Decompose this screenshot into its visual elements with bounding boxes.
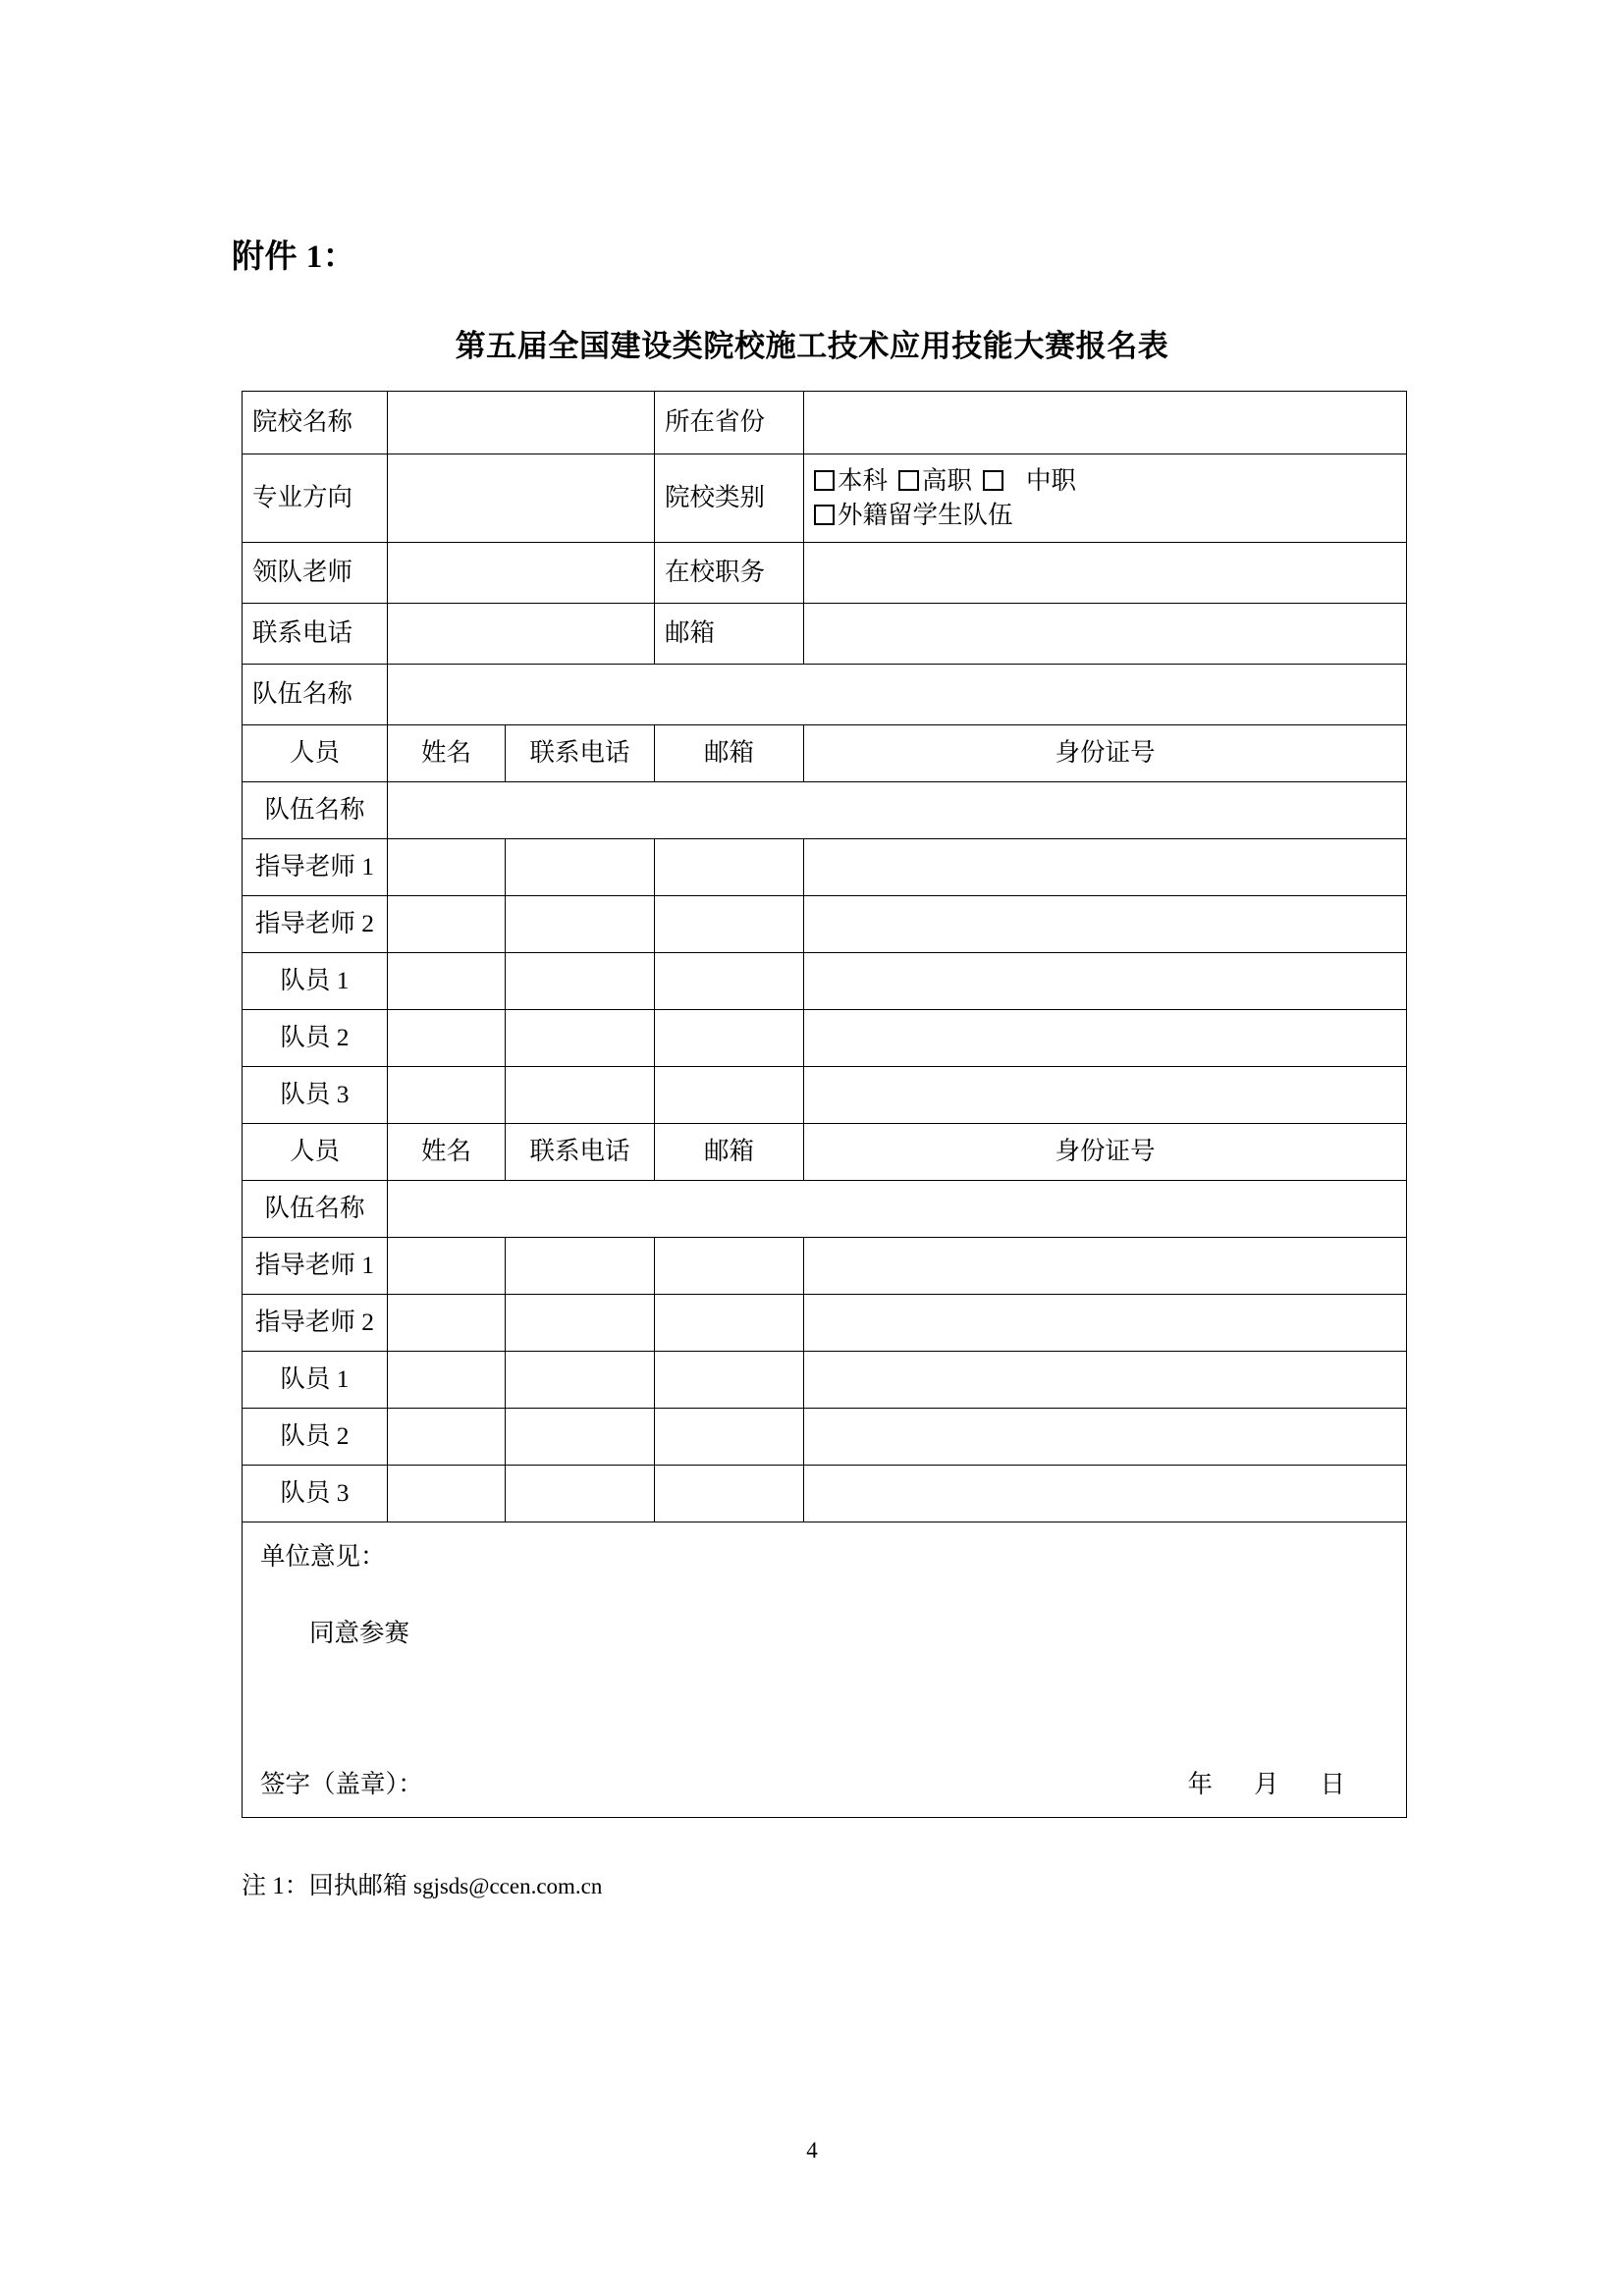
table-row-team-name-top [243,665,1407,725]
province-label: 所在省份 [655,392,804,454]
date-month-label: 月 [1253,1769,1279,1798]
member-header-name-2: 姓名 [388,1124,506,1181]
group2-phone-advisor2[interactable] [506,1295,655,1352]
group1-id-advisor2[interactable] [804,896,1407,953]
team-name-value[interactable] [388,665,1407,725]
group1-phone-member1[interactable] [506,953,655,1010]
group1-team-name-value[interactable] [388,782,1407,839]
group2-email-advisor1[interactable] [655,1238,804,1295]
group1-name-advisor2[interactable] [388,896,506,953]
school-position-label: 在校职务 [655,543,804,604]
table-row-group2-member1 [243,1352,1407,1409]
group2-email-member3[interactable] [655,1466,804,1522]
school-type-line-1 [814,464,1396,498]
member-header-email-2: 邮箱 [655,1124,804,1181]
group2-email-member2[interactable] [655,1409,804,1466]
member-header-phone-1: 联系电话 [506,725,655,782]
table-row-group1-advisor1 [243,839,1407,896]
group2-name-advisor2[interactable] [388,1295,506,1352]
checkbox-undergraduate[interactable] [814,470,835,491]
leader-teacher-label: 领队老师 [243,543,388,604]
member-header-id-1: 身份证号 [804,725,1407,782]
group2-role-advisor1: 指导老师 1 [243,1238,388,1295]
school-name-value[interactable] [388,392,655,454]
major-value[interactable] [388,454,655,543]
checkbox-label-undergraduate: 本科 [838,466,889,496]
page-title: 第五届全国建设类院校施工技术应用技能大赛报名表 [455,329,1169,363]
member-header-row-1 [243,725,1407,782]
group2-id-member1[interactable] [804,1352,1407,1409]
member-header-email-1: 邮箱 [655,725,804,782]
school-position-value[interactable] [804,543,1407,604]
group1-email-member1[interactable] [655,953,804,1010]
group1-role-member2: 队员 2 [243,1010,388,1067]
page-number: 4 [806,2138,818,2163]
group1-email-advisor2[interactable] [655,896,804,953]
group1-id-member1[interactable] [804,953,1407,1010]
major-label: 专业方向 [243,454,388,543]
school-type-options [804,454,1407,543]
group2-name-member2[interactable] [388,1409,506,1466]
group1-name-advisor1[interactable] [388,839,506,896]
table-row-group1-member1 [243,953,1407,1010]
group2-phone-member2[interactable] [506,1409,655,1466]
opinion-body[interactable]: 同意参赛 [309,1619,410,1647]
group1-name-member3[interactable] [388,1067,506,1124]
group2-email-member1[interactable] [655,1352,804,1409]
table-row-group2-advisor1 [243,1238,1407,1295]
group2-email-advisor2[interactable] [655,1295,804,1352]
checkbox-secondary-vocational[interactable] [983,470,1003,491]
checkbox-vocational-college[interactable] [898,470,919,491]
group1-email-member2[interactable] [655,1010,804,1067]
checkbox-label-vocational-college: 高职 [922,466,973,496]
phone-value[interactable] [388,604,655,665]
group2-team-name-label: 队伍名称 [243,1181,388,1238]
group1-name-member1[interactable] [388,953,506,1010]
group2-id-member2[interactable] [804,1409,1407,1466]
date-day-label: 日 [1320,1769,1345,1798]
table-row-phone [243,604,1407,665]
school-type-line-2 [814,499,1396,532]
group2-role-member1: 队员 1 [243,1352,388,1409]
group2-phone-member3[interactable] [506,1466,655,1522]
group1-role-member3: 队员 3 [243,1067,388,1124]
province-value[interactable] [804,392,1407,454]
group2-id-advisor1[interactable] [804,1238,1407,1295]
group1-id-member2[interactable] [804,1010,1407,1067]
group2-name-member3[interactable] [388,1466,506,1522]
member-header-person-1: 人员 [243,725,388,782]
registration-form [242,391,1406,1818]
group1-role-member1: 队员 1 [243,953,388,1010]
team-name-label: 队伍名称 [243,665,388,725]
group2-phone-advisor1[interactable] [506,1238,655,1295]
group1-id-member3[interactable] [804,1067,1407,1124]
table-row-group2-team-name [243,1181,1407,1238]
table-row-major [243,454,1407,543]
email-value[interactable] [804,604,1407,665]
member-header-id-2: 身份证号 [804,1124,1407,1181]
group2-role-advisor2: 指导老师 2 [243,1295,388,1352]
group1-role-advisor2: 指导老师 2 [243,896,388,953]
signature-label[interactable]: 签字（盖章）： [260,1769,423,1798]
registration-table [242,391,1407,1818]
group2-role-member2: 队员 2 [243,1409,388,1466]
school-name-label: 院校名称 [243,392,388,454]
opinion-title: 单位意见： [260,1542,386,1571]
group1-name-member2[interactable] [388,1010,506,1067]
group1-email-advisor1[interactable] [655,839,804,896]
group1-phone-advisor2[interactable] [506,896,655,953]
group2-name-advisor1[interactable] [388,1238,506,1295]
group1-id-advisor1[interactable] [804,839,1407,896]
footnote-email: sgjsds@ccen.com.cn [413,1874,603,1898]
member-header-phone-2: 联系电话 [506,1124,655,1181]
phone-label: 联系电话 [243,604,388,665]
group1-role-advisor1: 指导老师 1 [243,839,388,896]
group1-phone-member3[interactable] [506,1067,655,1124]
table-row-leader-teacher [243,543,1407,604]
table-row-group2-member3 [243,1466,1407,1522]
table-row-opinion [243,1522,1407,1818]
checkbox-label-secondary-vocational: 中职 [1026,466,1077,496]
table-row-group1-team-name [243,782,1407,839]
group1-phone-member2[interactable] [506,1010,655,1067]
group2-id-member3[interactable] [804,1466,1407,1522]
table-row-group2-member2 [243,1409,1407,1466]
member-header-person-2: 人员 [243,1124,388,1181]
leader-teacher-value[interactable] [388,543,655,604]
group2-team-name-value[interactable] [388,1181,1407,1238]
group2-role-member3: 队员 3 [243,1466,388,1522]
email-label: 邮箱 [655,604,804,665]
member-header-name-1: 姓名 [388,725,506,782]
checkbox-international-students[interactable] [814,505,835,525]
table-row-group1-member3 [243,1067,1407,1124]
checkbox-label-international-students: 外籍留学生队伍 [838,500,1013,529]
footnote-prefix: 注 1：回执邮箱 [242,1873,414,1899]
attachment-label: 附件 1： [232,240,356,275]
school-type-label: 院校类别 [655,454,804,543]
group1-email-member3[interactable] [655,1067,804,1124]
table-row-group1-member2 [243,1010,1407,1067]
footnote [242,1866,602,1901]
group2-id-advisor2[interactable] [804,1295,1407,1352]
group1-phone-advisor1[interactable] [506,839,655,896]
signature-date[interactable] [1187,1768,1345,1801]
group1-team-name-label: 队伍名称 [243,782,388,839]
group2-phone-member1[interactable] [506,1352,655,1409]
date-year-label: 年 [1187,1769,1213,1798]
member-header-row-2 [243,1124,1407,1181]
table-row-group1-advisor2 [243,896,1407,953]
table-row-group2-advisor2 [243,1295,1407,1352]
group2-name-member1[interactable] [388,1352,506,1409]
table-row-school-name [243,392,1407,454]
opinion-cell [243,1522,1407,1818]
